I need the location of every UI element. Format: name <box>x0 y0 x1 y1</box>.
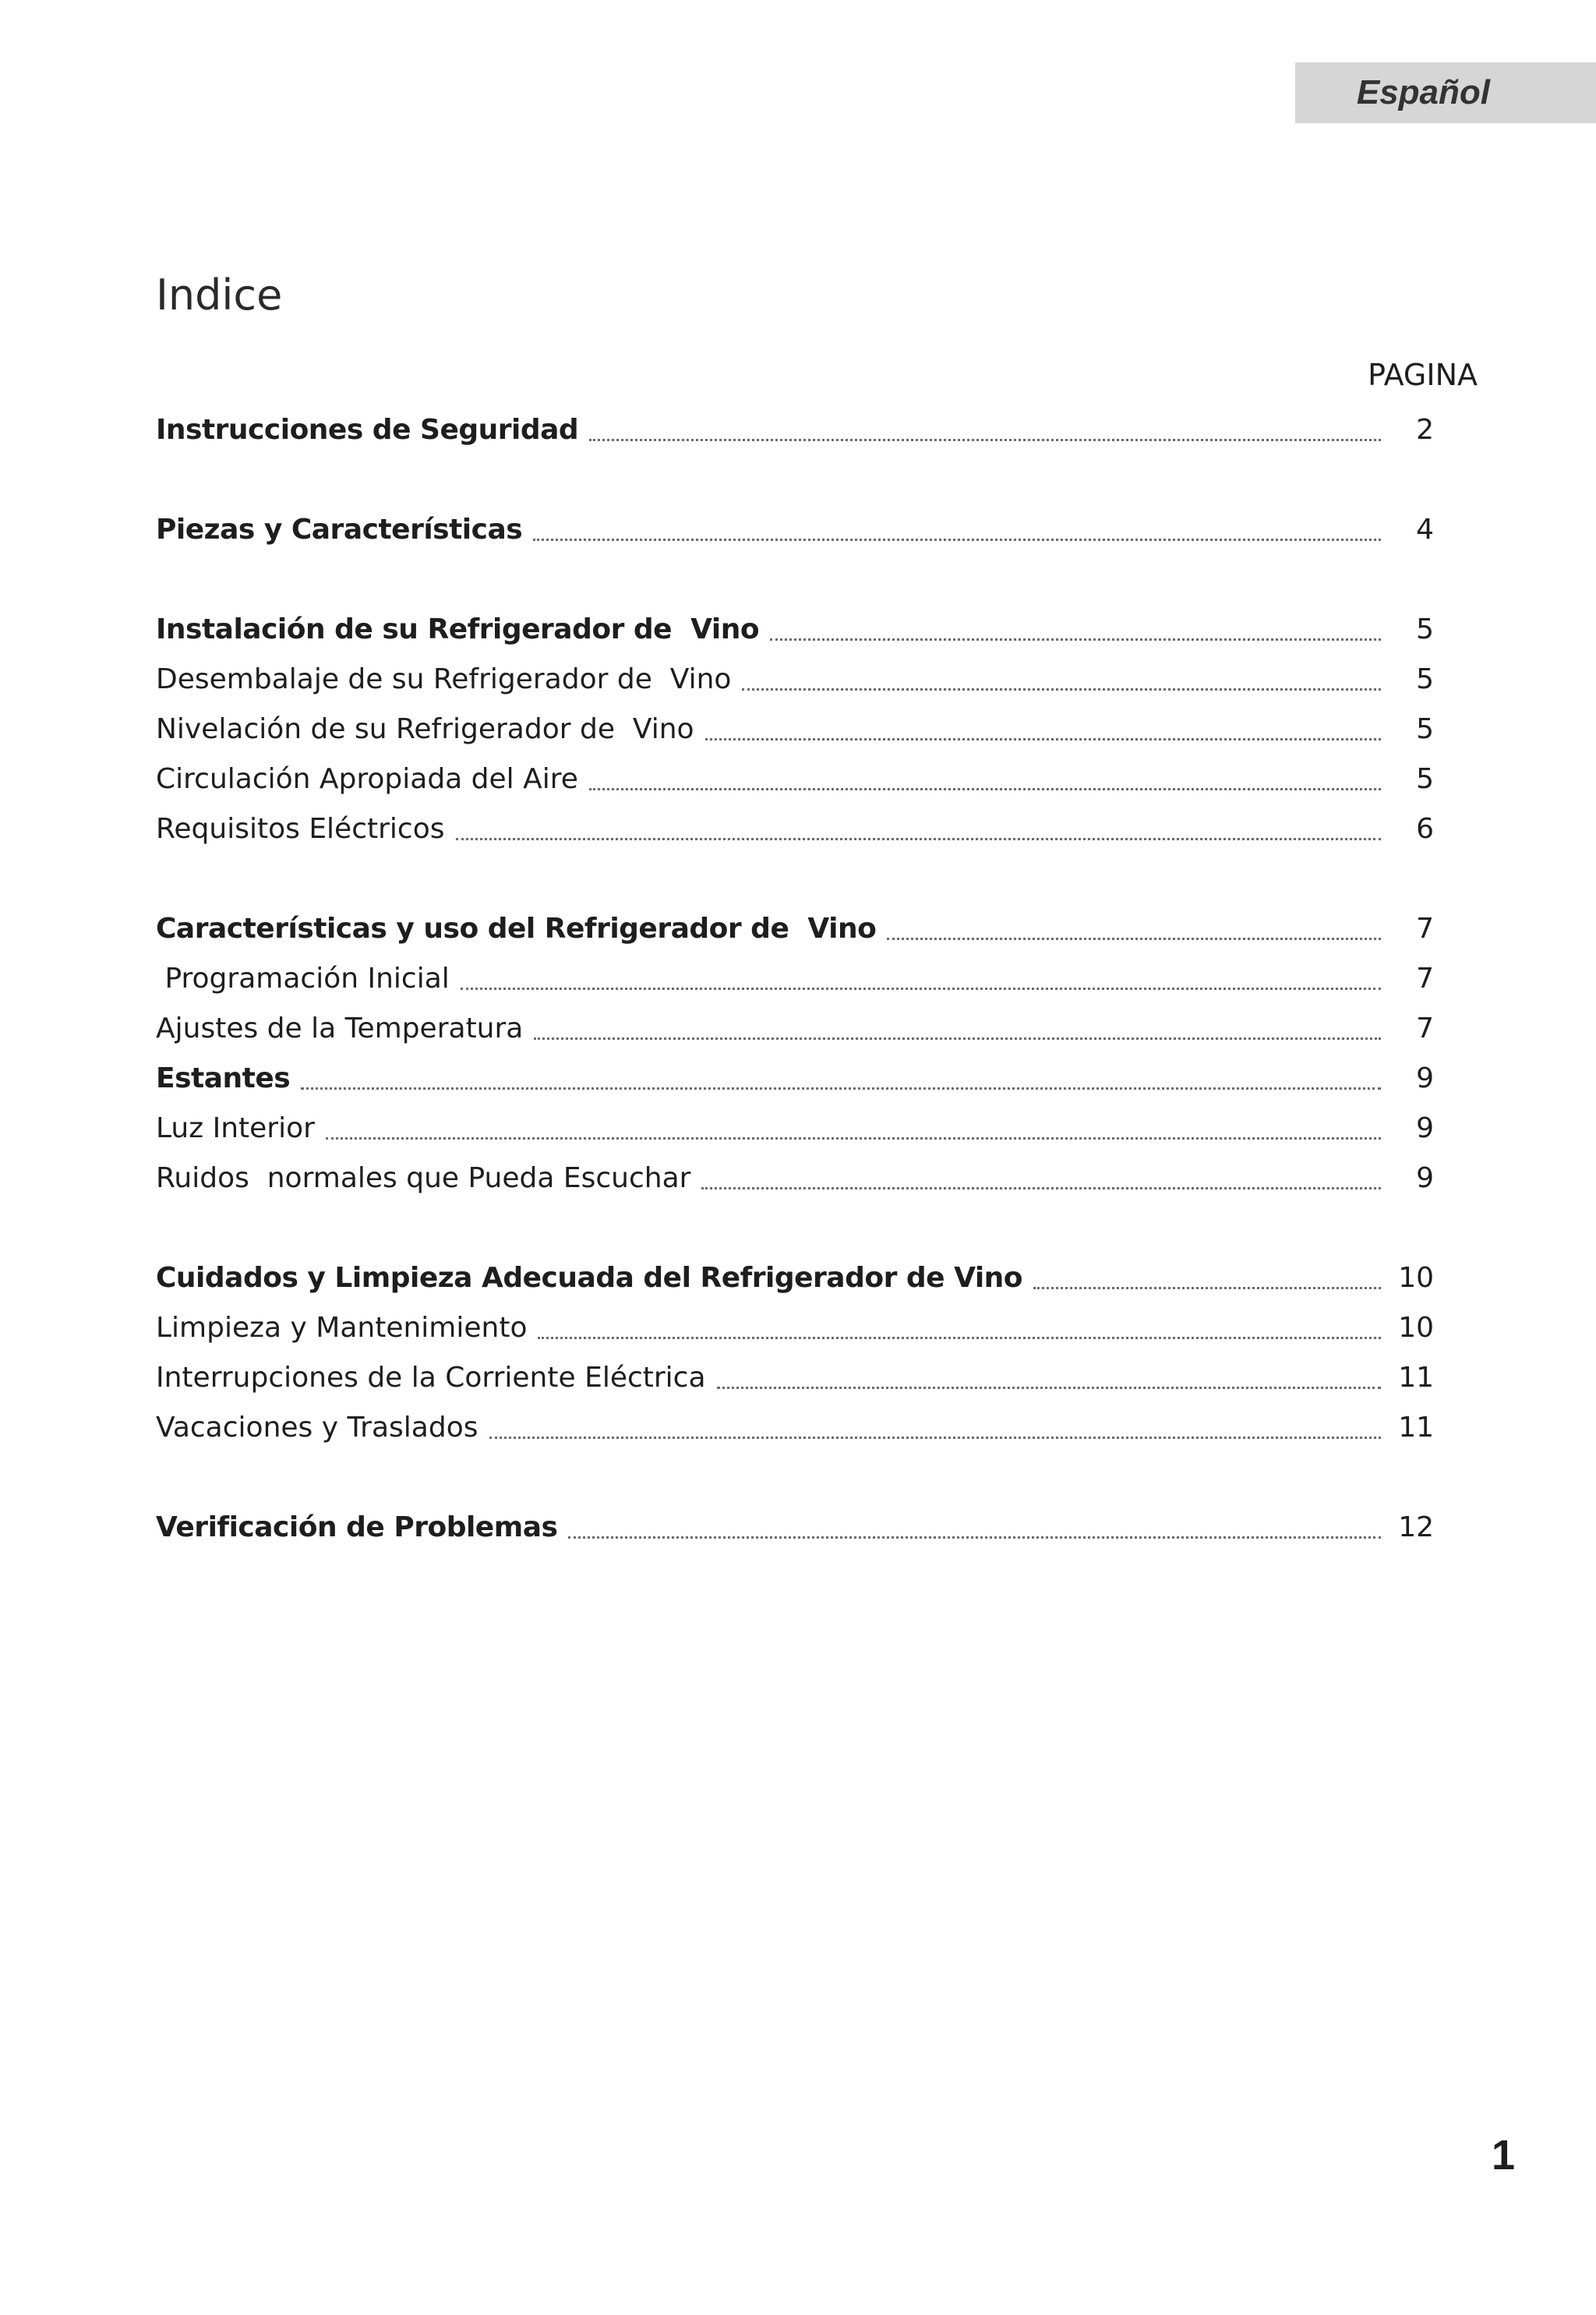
toc-entry-label: Piezas y Características <box>156 514 523 546</box>
toc-entry-page: 9 <box>1416 1162 1434 1194</box>
toc-entry <box>156 655 1434 705</box>
toc-entry <box>156 1503 1434 1553</box>
toc-entry-page: 2 <box>1416 414 1434 446</box>
page-number: 1 <box>1491 2132 1515 2179</box>
page-column-header: PAGINA <box>1368 358 1478 392</box>
toc-entry-label: Programación Inicial <box>156 963 450 995</box>
dot-leader <box>538 1337 1381 1339</box>
toc-entry <box>156 1054 1434 1104</box>
toc-entry <box>156 605 1434 655</box>
toc-entry-page: 11 <box>1398 1362 1434 1394</box>
toc-entry-page: 10 <box>1398 1312 1434 1344</box>
toc-entry-page: 6 <box>1416 813 1434 845</box>
dot-leader <box>534 1037 1381 1040</box>
toc-entry-page: 5 <box>1416 763 1434 795</box>
toc-entry <box>156 705 1434 755</box>
toc-entry <box>156 1303 1434 1353</box>
toc-entry-label: Vacaciones y Traslados <box>156 1412 478 1444</box>
dot-leader <box>742 688 1381 691</box>
language-label: Español <box>1356 73 1490 111</box>
dot-leader <box>301 1087 1381 1090</box>
toc-entry-page: 5 <box>1416 713 1434 745</box>
toc-entry-page: 9 <box>1416 1062 1434 1094</box>
toc-entry <box>156 1403 1434 1453</box>
toc-entry <box>156 1154 1434 1203</box>
dot-leader <box>701 1187 1381 1189</box>
dot-leader <box>461 988 1381 990</box>
toc-entry <box>156 1004 1434 1054</box>
toc-entry-page: 7 <box>1416 913 1434 945</box>
dot-leader <box>705 738 1381 740</box>
dot-leader <box>533 539 1381 541</box>
toc-entry-label: Ruidos normales que Pueda Escuchar <box>156 1162 691 1194</box>
dot-leader <box>326 1137 1381 1140</box>
dot-leader <box>456 838 1382 840</box>
dot-leader <box>589 788 1381 790</box>
toc-entry-label: Estantes <box>156 1062 291 1094</box>
toc-entry-label: Desembalaje de su Refrigerador de Vino <box>156 663 732 695</box>
toc-entry <box>156 904 1434 954</box>
toc-entry-label: Instalación de su Refrigerador de Vino <box>156 613 760 645</box>
page-title: Indice <box>156 270 283 320</box>
toc-entry-label: Requisitos Eléctricos <box>156 813 445 845</box>
toc-entry-label: Instrucciones de Seguridad <box>156 414 579 446</box>
dot-leader <box>887 938 1381 940</box>
toc-entry <box>156 1104 1434 1154</box>
toc-entry <box>156 804 1434 854</box>
toc-entry-label: Circulación Apropiada del Aire <box>156 763 578 795</box>
dot-leader <box>770 638 1381 641</box>
toc-entry <box>156 954 1434 1004</box>
toc-entry-label: Limpieza y Mantenimiento <box>156 1312 528 1344</box>
dot-leader <box>717 1387 1381 1389</box>
toc-entry-page: 10 <box>1398 1262 1434 1294</box>
toc-entry-label: Cuidados y Limpieza Adecuada del Refrigerador de Vino <box>156 1262 1023 1294</box>
toc-entry-page: 7 <box>1416 963 1434 995</box>
toc-entry-page: 11 <box>1398 1412 1434 1444</box>
toc-entry-label: Verificación de Problemas <box>156 1511 558 1543</box>
toc-entry <box>156 1353 1434 1403</box>
language-tab <box>1295 62 1596 123</box>
toc-entry-label: Luz Interior <box>156 1112 315 1144</box>
toc-entry-page: 5 <box>1416 663 1434 695</box>
dot-leader <box>589 439 1381 441</box>
toc-entry-page: 5 <box>1416 613 1434 645</box>
toc-entry-label: Características y uso del Refrigerador de Vino <box>156 913 877 945</box>
toc-entry-page: 4 <box>1416 514 1434 546</box>
toc-entry-page: 12 <box>1398 1511 1434 1543</box>
dot-leader <box>568 1536 1381 1539</box>
toc-entry <box>156 1253 1434 1303</box>
toc-entry-label: Nivelación de su Refrigerador de Vino <box>156 713 694 745</box>
toc-entry <box>156 755 1434 804</box>
toc-entry-label: Interrupciones de la Corriente Eléctrica <box>156 1362 706 1394</box>
toc-entry <box>156 505 1434 555</box>
toc-entry <box>156 405 1434 455</box>
toc-entry-label: Ajustes de la Temperatura <box>156 1013 524 1044</box>
toc-entry-page: 9 <box>1416 1112 1434 1144</box>
dot-leader <box>1033 1287 1381 1289</box>
dot-leader <box>489 1437 1382 1439</box>
toc-entry-page: 7 <box>1416 1013 1434 1044</box>
